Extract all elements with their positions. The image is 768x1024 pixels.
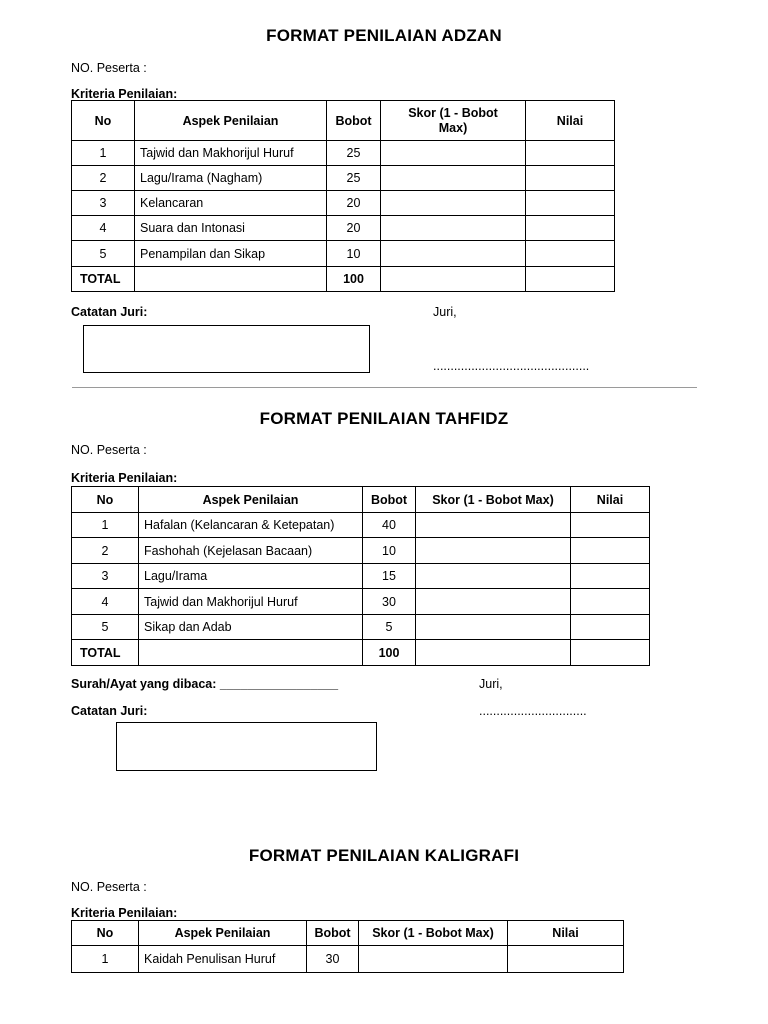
score-table-adzan	[71, 100, 615, 292]
total-empty-cell	[139, 640, 363, 666]
col-header-skor: Skor (1 - Bobot Max)	[359, 921, 508, 946]
juri-signature-line: .............................................	[433, 359, 590, 373]
juri-label: Juri,	[433, 305, 457, 319]
section-divider	[72, 387, 697, 388]
total-label: TOTAL	[72, 640, 139, 666]
section-title-tahfidz: FORMAT PENILAIAN TAHFIDZ	[259, 409, 509, 428]
row-aspek: Suara dan Intonasi	[135, 216, 327, 241]
table-row	[72, 216, 615, 241]
peserta-label: NO. Peserta :	[71, 443, 147, 457]
col-header-aspek: Aspek Penilaian	[135, 101, 327, 141]
col-header-bobot: Bobot	[363, 487, 416, 513]
skor-cell[interactable]	[381, 141, 526, 166]
table-row	[72, 241, 615, 267]
catatan-juri-label: Catatan Juri:	[71, 704, 148, 718]
total-label: TOTAL	[72, 267, 135, 292]
table-total-row	[72, 640, 650, 666]
total-empty-cell	[135, 267, 327, 292]
col-header-nilai: Nilai	[508, 921, 624, 946]
row-bobot: 10	[327, 241, 381, 267]
row-bobot: 20	[327, 191, 381, 216]
section-title-kaligrafi: FORMAT PENILAIAN KALIGRAFI	[248, 846, 520, 865]
col-header-nilai: Nilai	[526, 101, 615, 141]
total-bobot: 100	[327, 267, 381, 292]
row-no: 3	[72, 191, 135, 216]
skor-cell[interactable]	[416, 589, 571, 615]
total-skor-cell[interactable]	[381, 267, 526, 292]
table-row	[72, 564, 650, 589]
kriteria-label: Kriteria Penilaian:	[71, 906, 178, 920]
table-header-row	[72, 487, 650, 513]
col-header-skor: Skor (1 - Bobot Max)	[381, 101, 526, 141]
total-nilai-cell[interactable]	[526, 267, 615, 292]
row-no: 2	[72, 538, 139, 564]
table-header-row	[72, 101, 615, 141]
col-header-no: No	[72, 101, 135, 141]
row-aspek: Penampilan dan Sikap	[135, 241, 327, 267]
skor-cell[interactable]	[381, 241, 526, 267]
col-header-no: No	[72, 487, 139, 513]
col-header-no: No	[72, 921, 139, 946]
surah-ayat-field[interactable]: Surah/Ayat yang dibaca: _________________	[71, 677, 339, 691]
nilai-cell[interactable]	[526, 166, 615, 191]
row-aspek: Kelancaran	[135, 191, 327, 216]
skor-cell[interactable]	[416, 564, 571, 589]
skor-cell[interactable]	[416, 615, 571, 640]
skor-cell[interactable]	[416, 513, 571, 538]
score-table-kaligrafi	[71, 920, 624, 973]
skor-cell[interactable]	[359, 946, 508, 973]
col-header-aspek: Aspek Penilaian	[139, 921, 307, 946]
row-no: 1	[72, 946, 139, 973]
row-bobot: 10	[363, 538, 416, 564]
nilai-cell[interactable]	[526, 191, 615, 216]
total-bobot: 100	[363, 640, 416, 666]
col-header-aspek: Aspek Penilaian	[139, 487, 363, 513]
nilai-cell[interactable]	[571, 538, 650, 564]
nilai-cell[interactable]	[526, 241, 615, 267]
nilai-cell[interactable]	[571, 589, 650, 615]
row-aspek: Fashohah (Kejelasan Bacaan)	[139, 538, 363, 564]
nilai-cell[interactable]	[526, 216, 615, 241]
peserta-label: NO. Peserta :	[71, 61, 147, 75]
row-aspek: Lagu/Irama (Nagham)	[135, 166, 327, 191]
catatan-juri-box[interactable]	[116, 722, 377, 771]
row-bobot: 30	[307, 946, 359, 973]
row-bobot: 15	[363, 564, 416, 589]
table-row	[72, 615, 650, 640]
col-header-bobot: Bobot	[307, 921, 359, 946]
table-row	[72, 538, 650, 564]
row-aspek: Lagu/Irama	[139, 564, 363, 589]
nilai-cell[interactable]	[571, 513, 650, 538]
table-row	[72, 191, 615, 216]
skor-cell[interactable]	[381, 216, 526, 241]
row-no: 2	[72, 166, 135, 191]
table-row	[72, 946, 624, 973]
row-aspek: Tajwid dan Makhorijul Huruf	[135, 141, 327, 166]
skor-cell[interactable]	[416, 538, 571, 564]
row-no: 3	[72, 564, 139, 589]
row-aspek: Tajwid dan Makhorijul Huruf	[139, 589, 363, 615]
col-header-bobot: Bobot	[327, 101, 381, 141]
table-row	[72, 166, 615, 191]
row-no: 1	[72, 513, 139, 538]
table-row	[72, 513, 650, 538]
table-header-row	[72, 921, 624, 946]
row-no: 4	[72, 589, 139, 615]
row-no: 1	[72, 141, 135, 166]
catatan-juri-box[interactable]	[83, 325, 370, 373]
section-title-adzan: FORMAT PENILAIAN ADZAN	[266, 26, 502, 45]
row-bobot: 5	[363, 615, 416, 640]
total-skor-cell[interactable]	[416, 640, 571, 666]
nilai-cell[interactable]	[526, 141, 615, 166]
row-no: 4	[72, 216, 135, 241]
skor-cell[interactable]	[381, 191, 526, 216]
col-header-nilai: Nilai	[571, 487, 650, 513]
row-bobot: 40	[363, 513, 416, 538]
nilai-cell[interactable]	[508, 946, 624, 973]
nilai-cell[interactable]	[571, 564, 650, 589]
table-total-row	[72, 267, 615, 292]
table-row	[72, 141, 615, 166]
row-aspek: Sikap dan Adab	[139, 615, 363, 640]
table-row	[72, 589, 650, 615]
kriteria-label: Kriteria Penilaian:	[71, 471, 178, 485]
row-aspek: Kaidah Penulisan Huruf	[139, 946, 307, 973]
juri-label: Juri,	[479, 677, 503, 691]
row-no: 5	[72, 615, 139, 640]
nilai-cell[interactable]	[571, 615, 650, 640]
row-no: 5	[72, 241, 135, 267]
score-table-tahfidz	[71, 486, 650, 666]
row-bobot: 30	[363, 589, 416, 615]
peserta-label: NO. Peserta :	[71, 880, 147, 894]
total-nilai-cell[interactable]	[571, 640, 650, 666]
row-bobot: 25	[327, 141, 381, 166]
row-aspek: Hafalan (Kelancaran & Ketepatan)	[139, 513, 363, 538]
catatan-juri-label: Catatan Juri:	[71, 305, 148, 319]
skor-cell[interactable]	[381, 166, 526, 191]
row-bobot: 25	[327, 166, 381, 191]
col-header-skor: Skor (1 - Bobot Max)	[416, 487, 571, 513]
kriteria-label: Kriteria Penilaian:	[71, 87, 178, 101]
juri-signature-line: ...............................	[479, 704, 587, 718]
row-bobot: 20	[327, 216, 381, 241]
